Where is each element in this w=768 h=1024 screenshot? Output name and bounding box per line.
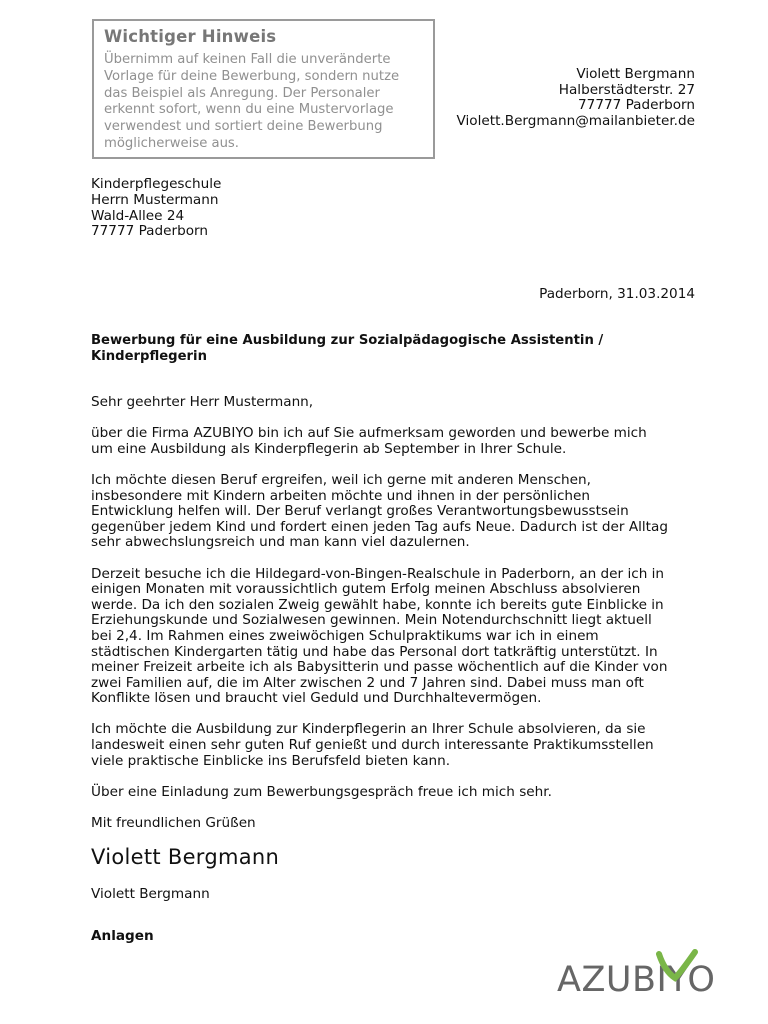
paragraph-intro [91,426,706,457]
sender-street: Halberstädterstr. 27 [558,81,695,98]
body-line: viele praktische Einblicke ins Berufsfeld bieten kann. [91,752,451,769]
body-line: um eine Ausbildung als Kinderpflegerin ab September in Ihrer Schule. [91,440,567,457]
body-line: Derzeit besuche ich die Hildegard-von-Bingen-Realschule in Paderborn, an der ich in [91,565,665,582]
subject-line-1: Bewerbung für eine Ausbildung zur Sozialpädagogische Assistentin / [91,333,604,348]
logo-text: AZUBIYO [557,960,716,1000]
sender-name: Violett Bergmann [576,66,695,82]
attachments-label: Anlagen [91,928,154,944]
sender-email: Violett.Bergmann@mailanbieter.de [456,112,695,129]
azubiyo-logo [555,948,715,1006]
body-line: sehr abwechslungsreich und man kann viel dazulernen. [91,534,470,551]
body-line: bei 2,4. Im Rahmen eines zweiwöchigen Schulpraktikums war ich in einem [91,627,599,644]
sender-address [457,67,695,129]
paragraph-reason [91,722,706,769]
notice-line: erkennt sofort, wenn du eine Mustervorlage [104,102,394,118]
recipient-address [91,177,221,240]
signature: Violett Bergmann [91,845,280,869]
body-line: Ich möchte die Ausbildung zur Kinderpflegerin an Ihrer Schule absolvieren, da sie [91,721,646,738]
recipient-org: Kinderpflegeschule [91,176,222,192]
body-line: insbesondere mit Kindern arbeiten möchte und ihnen in der persönlichen [91,487,591,504]
notice-line: das Beispiel als Anregung. Der Personaler [104,85,380,101]
recipient-person: Herrn Mustermann [91,191,219,208]
notice-line: Übernimm auf keinen Fall die unveränderte [104,52,391,67]
body-line: Entwicklung helfen will. Der Beruf verlangt großes Verantwortungsbewusstsein [91,503,629,520]
body-line: einigen Monaten mit voraussichtlich gutem Erfolg meinen Abschluss absolvieren [91,581,641,598]
body-line: gegenüber jedem Kind und fordert einen jeden Tag aufs Neue. Dadurch ist der Alltag [91,518,668,535]
body-line: meiner Freizeit arbeite ich als Babysitterin und passe wöchentlich auf die Kinder von [91,659,668,676]
recipient-city: 77777 Paderborn [91,223,208,240]
paragraph-motivation [91,473,706,551]
notice-title: Wichtiger Hinweis [104,27,277,46]
body-line: zwei Familien auf, die im Alter zwischen 2 und 7 Jahren sind. Dabei muss man oft [91,674,644,691]
paragraph-closing-remark [91,785,706,801]
letter-body [91,395,706,847]
subject-line-2: Kinderpflegerin [91,348,207,364]
body-line: Erziehungskunde und Sozialwesen gewinnen. Mein Notendurchschnitt liegt aktuell [91,612,652,629]
printed-name: Violett Bergmann [91,886,210,902]
closing-greeting: Mit freundlichen Grüßen [91,815,256,832]
recipient-street: Wald-Allee 24 [91,207,185,224]
notice-text [104,52,423,153]
body-line: werde. Da ich den sozialen Zweig gewählt habe, konnte ich bereits gute Einblicke in [91,596,664,613]
letter-date: Paderborn, 31.03.2014 [539,286,695,302]
important-notice-box [92,19,435,159]
notice-line: verwendest und sortiert deine Bewerbung [104,119,383,135]
body-line: Ich möchte diesen Beruf ergreifen, weil ich gerne mit anderen Menschen, [91,471,591,488]
body-line: über die Firma AZUBIYO bin ich auf Sie aufmerksam geworden und bewerbe mich [91,425,647,442]
subject-line [91,333,671,364]
notice-line: Vorlage für deine Bewerbung, sondern nutze [104,68,400,84]
sender-city: 77777 Paderborn [578,97,695,114]
body-line: landesweit einen sehr guten Ruf genießt und durch interessante Praktikumsstellen [91,737,654,754]
body-line: Konflikte lösen und braucht viel Geduld und Durchhaltevermögen. [91,690,542,707]
notice-line: möglicherweise aus. [104,135,239,151]
paragraph-background [91,567,706,707]
body-line: städtischen Kindergarten tätig und habe das Personal dort tatkräftig unterstützt. In [91,643,658,660]
body-line: Über eine Einladung zum Bewerbungsgespräch freue ich mich sehr. [91,783,552,800]
salutation: Sehr geehrter Herr Mustermann, [91,394,314,410]
